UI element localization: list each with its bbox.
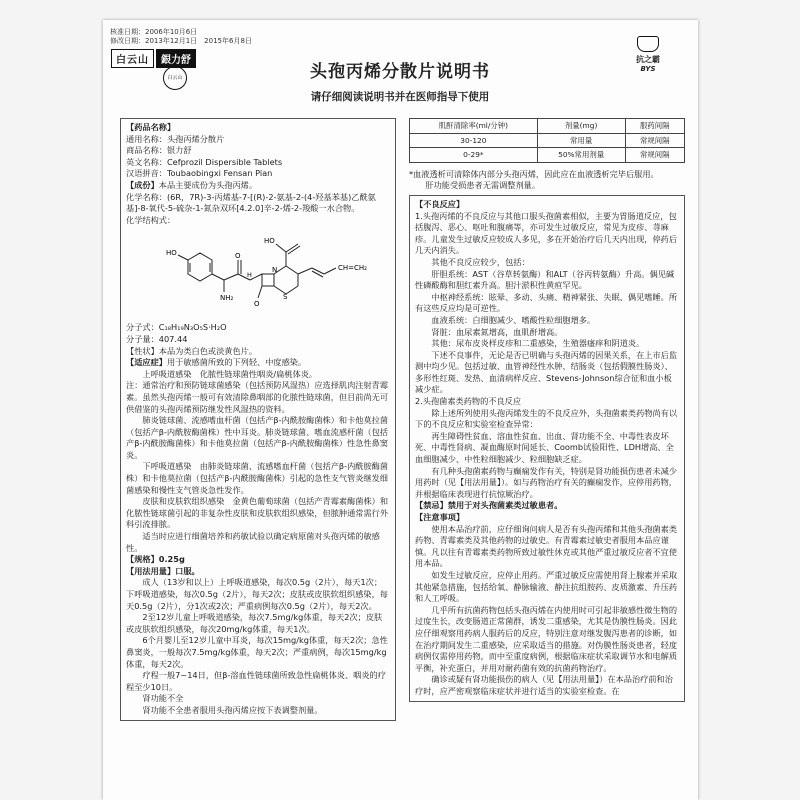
struct-ho-label: HO <box>166 249 177 258</box>
page-subtitle: 请仔细阅读说明书并在医师指导下使用 <box>310 91 490 103</box>
adverse-6: 肾脏：血尿素氮增高，血肌酐增高。 <box>431 326 563 337</box>
contraindication: 【禁忌】禁用于对头孢菌素类过敏患者。 <box>415 500 563 511</box>
adverse-9: 2.头孢菌素类药物的不良反应 <box>415 396 522 407</box>
specification: 【规格】0.25g <box>126 554 185 565</box>
drug-info-box <box>120 118 396 721</box>
dosage-adult: 成人（13岁和以上）上呼吸道感染，每次0.5g（2片），每天1次；下呼吸道感染，每次0.5g（2片），每天2次；皮肤或皮肤软组织感染，每天0.5g（2片），分1次或2次；严重病例每次0.5g（2片），每天2次。 <box>126 577 388 611</box>
structure-svg <box>126 228 392 320</box>
shield-emblem-icon <box>637 36 659 52</box>
molecular-weight: 分子量：407.44 <box>126 333 188 344</box>
composition <box>126 180 390 192</box>
indications-intro: 用于敏感菌所致的下列轻、中度感染。 <box>166 357 307 368</box>
dosage-child: 2至12岁儿童上呼吸道感染，每次7.5mg/kg体重，每天2次；皮肤或皮肤软组织感染，每次20mg/kg体重，每天1次。 <box>126 612 383 634</box>
adverse-11: 再生障碍性贫血、溶血性贫血、出血、肾功能不全、中毒性表皮坏死、中毒性肾病、凝血酶原时间延长、Coomb试验阳性、LDH增高、全血细胞减少、中性粒细胞减少、粒细胞缺乏症。 <box>415 430 674 465</box>
struct-s-label: S <box>283 293 288 302</box>
trade-name: 商品名称：银力舒 <box>126 145 192 156</box>
struct-o2-label: O <box>254 300 260 309</box>
table-header-row <box>410 119 685 134</box>
table-row <box>410 148 685 163</box>
struct-nh2-label: NH₂ <box>220 294 234 303</box>
structure-label: 化学结构式： <box>126 214 176 225</box>
dialysis-note: *血液透析可清除体内部分头孢丙烯，因此应在血液透析完毕后服用。 <box>409 168 659 179</box>
indications-heading: 【适应症】 <box>126 357 167 368</box>
adverse-4: 中枢神经系统：眩晕、多动、头痛、精神紧张、失眠、偶见嗜睡。所有这些反应均是可逆性。 <box>415 291 678 314</box>
indication-6: 适当时应进行细菌培养和药敏试验以确定病原菌对头孢丙烯的敏感性。 <box>126 531 380 553</box>
renal-heading: 肾功能不全 <box>142 693 184 704</box>
dosage-course: 疗程一般7~14日，但β-溶血性链球菌所致急性扁桃体炎、咽炎的疗程至少10日。 <box>126 670 386 692</box>
pinyin-name: 汉语拼音：Toubaobingxi Fensan Pian <box>126 168 273 179</box>
drug-name-heading: 【药品名称】 <box>126 122 176 132</box>
table-header: 肌酐清除率(ml/分钟) <box>410 119 538 134</box>
indication-2: 注：通常治疗和预防链球菌感染（包括预防风湿热）应选择肌肉注射青霉素。虽然头孢丙烯一般可有效清除鼻咽部的化脓性链球菌，但目前尚无可供借鉴的头孢丙烯预防继发性风湿热的资料。 <box>126 380 389 414</box>
molecular-formula: 分子式：C₁₈H₁₉N₃O₅S·H₂O <box>126 322 227 333</box>
table-header: 服药间隔 <box>625 119 685 134</box>
table-row <box>410 133 685 148</box>
brand-yinlishu: 銀力舒 <box>156 49 196 68</box>
caution-2: 如发生过敏反应，应停止用药。严重过敏反应需使用肾上腺素并采取其他紧急措施，包括给氧、静脉输液、静注抗组胺药、皮质激素、升压药和人工呼吸。 <box>415 569 678 604</box>
brand-baiyunshan: 白云山 <box>111 49 154 68</box>
revision-date-line: 修改日期：2013年12月1日 2015年6月8日 <box>110 37 252 45</box>
adverse-3: 肝胆系统：AST（谷草转氨酶）和ALT（谷丙转氨酶）升高。偶见碱性磷酸酶和胆红素升高。胆汁淤积性黄疸罕见。 <box>415 268 675 291</box>
adverse-5: 血液系统：白细胞减少、嗜酸性粒细胞增多。 <box>431 314 596 325</box>
hepatic-note: 肝功能受损患者无需调整剂量。 <box>425 180 541 191</box>
adverse-1: 1.头孢丙烯的不良反应与其他口服头孢菌素相似，主要为胃肠道反应，包括腹泻、恶心、呕吐和腹痛等，亦可发生过敏反应，常见为皮疹、荨麻疹。儿童发生过敏反应较成人多见，多在开始治疗后几天内出现，停药后几天内消失。 <box>415 210 678 256</box>
adverse-2: 其他不良反应较少，包括： <box>431 256 530 267</box>
struct-chain-label: CH=CH₂ <box>338 264 367 273</box>
approval-dates <box>110 28 252 46</box>
struct-h-label: H <box>247 271 252 280</box>
brand-bys: BYS <box>640 65 656 73</box>
company-seal-icon: 白云山 <box>163 66 187 90</box>
page-title: 头孢丙烯分散片说明书 <box>310 62 490 82</box>
chemical-name: 化学名称：(6R，7R)-3-丙烯基-7-[(R)-2-氨基-2-(4-羟基苯基)乙酰氨基]-8-氧代-5-硫杂-1-氮杂双环[4.2.0]辛-2-烯-2-羧酸一水合物。 <box>126 191 376 214</box>
caution-heading: 【注意事项】 <box>415 512 465 522</box>
table-cell: 常规间隔 <box>625 148 685 163</box>
table-cell: 常规间隔 <box>625 133 685 148</box>
caution-1: 使用本品治疗前，应仔细询问病人是否有头孢丙烯和其他头孢菌素类药物、青霉素类及其他药物的过敏史。有青霉素过敏史者服用本品应谨慎。凡以往有青霉素类药物所致过敏性休克或其他严重过敏反应者不宜使用本品。 <box>415 523 678 569</box>
adverse-10: 除上述所列使用头孢丙烯发生的不良反应外，头孢菌素类药物尚有以下的不良反应和实验室检查异常： <box>415 407 678 430</box>
dosage-heading: 【用法用量】口服。 <box>126 565 200 576</box>
table-cell: 0-29* <box>410 148 538 163</box>
caution-3: 几乎所有抗菌药物包括头孢丙烯在内使用时可引起非敏感性微生物的过度生长，改变肠道正常菌群，诱发二重感染，尤其是伪膜性肠炎。因此应仔细观察用药病人服药后的反应，特别注意对继发腹泻患者的诊断，如在治疗期间发生二重感染，应采取适当的措施。对伪膜性肠炎患者，轻度病例仅需停用药物，而中至重度病例，根据临床症状采取调节水和电解质平衡，补充蛋白，并用对耐药菌有效的抗菌药物治疗。 <box>415 604 678 673</box>
indication-5: 皮肤和皮肤软组织感染 金黄色葡萄球菌（包括产青霉素酶菌株）和化脓性链球菌引起的非复杂性皮肤和皮肤软组织感染，但脓肿通常需行外科引流排脓。 <box>126 496 389 530</box>
right-column <box>409 118 685 702</box>
property: 【性状】本品为类白色或淡黄色片。 <box>126 345 258 356</box>
struct-ho2-label: HO <box>264 237 275 246</box>
renal-dose-table <box>409 118 685 163</box>
adverse-heading: 【不良反应】 <box>415 198 465 209</box>
renal-note: 肾功能不全患者服用头孢丙烯应按下表调整剂量。 <box>142 704 323 715</box>
table-header: 剂量(mg) <box>537 119 625 134</box>
struct-n-label: N <box>272 266 278 275</box>
indications <box>126 357 390 369</box>
dosage-infant: 6个月婴儿至12岁儿童中耳炎，每次15mg/kg体重，每天2次；急性鼻窦炎，一般每次7.5mg/kg体重，每天2次；严重病例，每次15mg/kg体重，每天2次。 <box>126 635 388 669</box>
adverse-8: 下述不良事件，无论是否已明确与头孢丙烯的因果关系，在上市后监测中均少见。包括过敏、血管神经性水肿、结肠炎（包括假膜性肠炎）、多形性红斑、发热、血清病样反应、Stevens-Johnson综合征和血小板减少症。 <box>415 349 678 395</box>
indication-4: 下呼吸道感染 由肺炎链球菌、流感嗜血杆菌（包括产β-内酰胺酶菌株）和卡他莫拉菌（包括产β-内酰胺酶菌株）引起的急性支气管炎继发细菌感染和慢性支气管炎急性发作。 <box>126 461 389 495</box>
chemical-structure-diagram <box>126 228 390 320</box>
caution-4: 确诊或疑有肾功能损伤的病人（见【用法用量】）在本品治疗前和治疗时，应严密观察临床症状并进行适当的实验室检查。在 <box>415 674 673 696</box>
adverse-7: 其他：尿布皮炎样皮疹和二重感染，生殖器瘙痒和阴道炎。 <box>431 338 645 349</box>
approval-date-line: 核准日期：2006年10月6日 <box>110 28 198 36</box>
adverse-12: 有几种头孢菌素药物与癫痫发作有关，特别是肾功能损伤患者未减少用药时（见【用法用量】）。如与药物治疗有关的癫痫发作，应停用药物，并根据临床表现进行抗惊厥治疗。 <box>415 465 678 499</box>
composition-text: 本品主要成份为头孢丙烯。 <box>158 179 258 190</box>
left-column <box>120 118 396 721</box>
english-name: 英文名称：Cefprozil Dispersible Tablets <box>126 156 283 167</box>
adverse-box <box>409 195 685 702</box>
indication-3: 肺炎链球菌、流感嗜血杆菌（包括产β-内酰胺酶菌株）和卡他莫拉菌（包括产β-内酰胺酶菌株）性中耳炎。肺炎链球菌、嗜血流感杆菌（包括产β-内酰胺酶菌株）和卡他莫拉菌（包括产β-内酰胺酶菌株）性急性鼻窦炎。 <box>126 415 389 460</box>
generic-name: 通用名称：头孢丙烯分散片 <box>126 133 225 144</box>
indication-1: 上呼吸道感染 化脓性链球菌性咽炎/扁桃体炎。 <box>142 368 318 379</box>
struct-o1-label: O <box>235 252 241 261</box>
composition-heading: 【成份】 <box>126 179 159 190</box>
table-cell: 30-120 <box>410 133 538 148</box>
table-cell: 50%常用剂量 <box>537 148 625 163</box>
table-cell: 常用量 <box>537 133 625 148</box>
brand-kangzhiba: 抗之霸 <box>636 55 660 64</box>
